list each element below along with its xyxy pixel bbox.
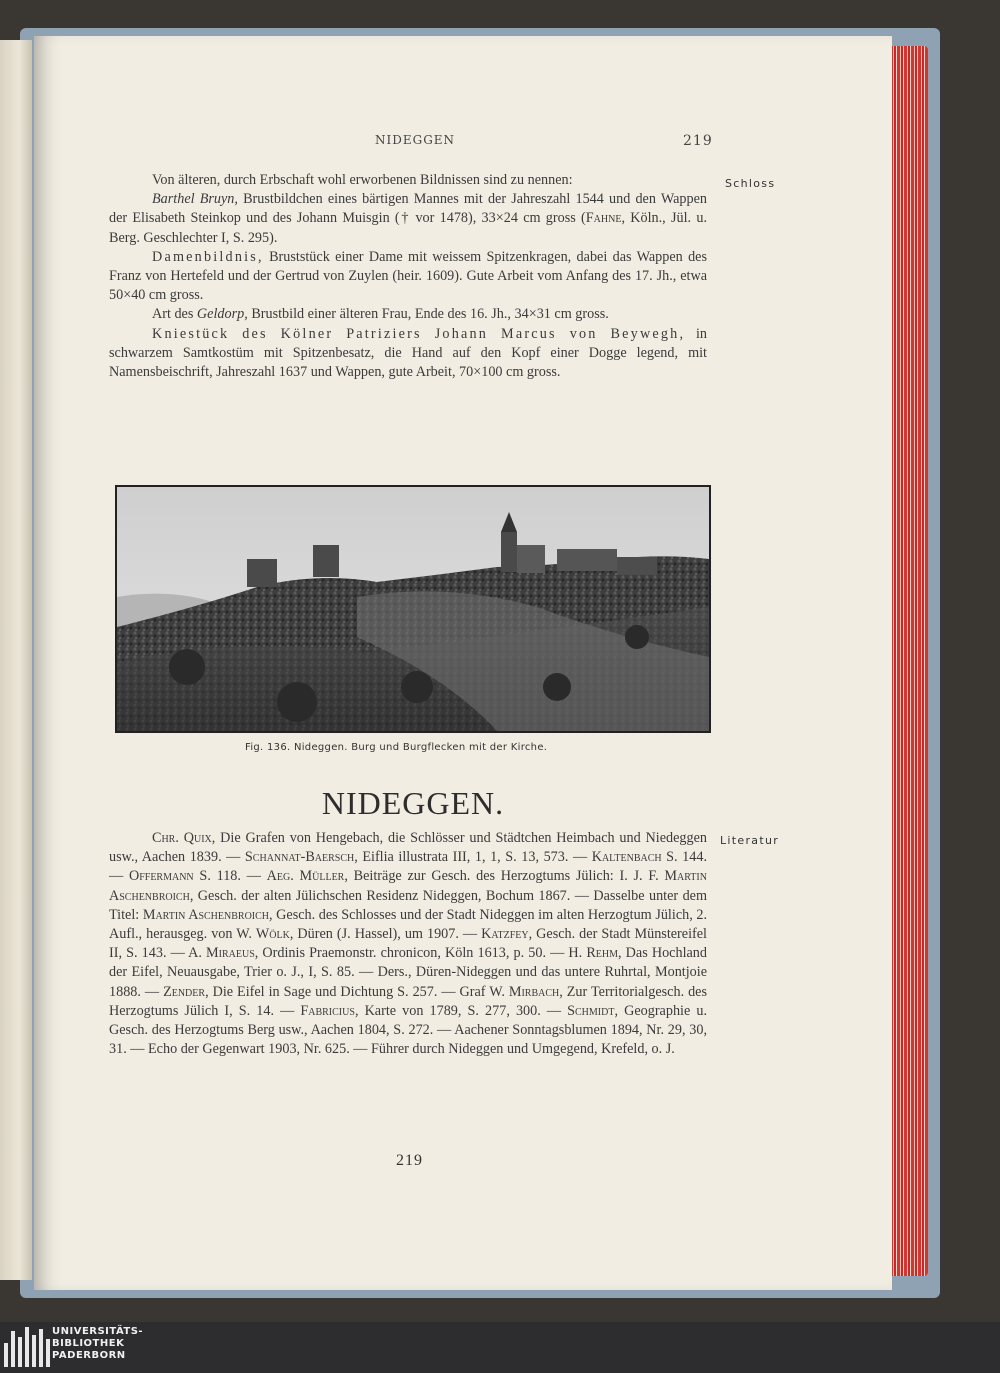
- castle-landscape-photo: [117, 487, 709, 731]
- paragraph: Damenbildnis, Bruststück einer Dame mit weissem Spitzenkragen, dabei das Wappen des Franz von Hertefeld und der Gertrud von Zuylen (heir. 1609). Gute Arbeit vom Anfang des 17. Jh., etwa 50×40 cm gross.: [109, 248, 707, 304]
- reference-text: , Gesch. der alten Jülichschen Residenz Nideggen, Bochum 1867. — Dasselbe unter dem Titel:: [109, 887, 707, 923]
- running-page-number: 219: [683, 133, 713, 149]
- library-footer: [0, 1322, 1000, 1373]
- running-title: NIDEGGEN: [375, 133, 456, 147]
- reference-text: , Ordinis Praemonstr. chronicon, Köln 1613, p. 50. — H.: [254, 945, 587, 962]
- section-heading: NIDEGGEN.: [321, 785, 505, 821]
- reference-text: , Eiflia illustrata III, 1, 1, S. 13, 573. —: [354, 849, 592, 866]
- author-name: Wölk: [255, 926, 290, 943]
- author-name: Katzfey: [481, 926, 529, 943]
- author-name: Aeg. Müller: [266, 868, 345, 885]
- author-name: Miraeus: [206, 945, 255, 962]
- author-name: Martin Aschenbroich: [109, 868, 707, 904]
- reference-text: , Das Hochland der Eifel, Neuausgabe, Trier o. J., I, S. 85. — Ders., Düren-Nideggen und das untere Ruhrtal, Montjoie 1888. —: [109, 945, 707, 1000]
- literature-paragraph: [109, 829, 707, 1059]
- paragraph: Art des Geldorp, Brustbild einer älteren Frau, Ende des 16. Jh., 34×31 cm gross.: [152, 306, 609, 323]
- reference-text: , Gesch. des Schlosses und der Stadt Nideggen im alten Herzogtum Jülich, 2. Aufl., herausgeg. von W.: [109, 906, 707, 943]
- margin-note-literatur: Literatur: [720, 834, 780, 847]
- reference-text: , Beiträge zur Gesch. des Herzogtums Jülich: I. J. F.: [344, 868, 665, 885]
- author-name: Mirbach: [508, 983, 560, 1000]
- margin-note-schloss: Schloss: [725, 177, 776, 190]
- paragraph: Barthel Bruyn, Brustbildchen eines bärtigen Mannes mit der Jahreszahl 1544 und den Wappen der Elisabeth Steinkop und des Johann Muisgin († vor 1478), 33×24 cm gross (Fahne, Köln., Jül. u. Berg. Geschlechter I, S. 295).: [109, 191, 708, 246]
- reference-text: , Gesch. der Stadt Münstereifel II, S. 143. — A.: [109, 926, 707, 962]
- library-logo-text: UNIVERSITÄTS- BIBLIOTHEK PADERBORN: [52, 1326, 144, 1361]
- author-name: Chr. Quix: [152, 830, 212, 846]
- artist-name: Barthel Bruyn,: [152, 191, 238, 208]
- folio-page-number: 219: [396, 1152, 423, 1169]
- left-page-edge: [0, 40, 32, 1280]
- artist-name: Geldorp,: [196, 306, 248, 323]
- figure-photograph: [115, 485, 711, 733]
- paragraph: Von älteren, durch Erbschaft wohl erworbenen Bildnissen sind zu nennen:: [152, 172, 573, 188]
- figure-caption: Fig. 136. Nideggen. Burg und Burgflecken mit der Kirche.: [245, 742, 548, 753]
- author-name: Martin Aschenbroich: [142, 906, 270, 923]
- author-name: Rehm: [586, 945, 618, 962]
- reference-text: S. 144. —: [109, 849, 707, 885]
- reference-text: , Düren (J. Hassel), um 1907. —: [289, 926, 482, 943]
- author-name: Kaltenbach: [591, 849, 662, 866]
- reference-text: , Zur Territorialgesch. des Herzogtums Jülich I, S. 14. —: [109, 983, 708, 1019]
- reference-text: , Geographie u. Gesch. des Herzogtums Berg usw., Aachen 1804, S. 272. — Aachener Sonntagsblumen 1894, Nr. 29, 30, 31. — Echo der Gegenwart 1903, Nr. 625. — Führer durch Nideggen und Umgegend, Krefeld, o. J.: [109, 1002, 707, 1058]
- author-name: Zender: [163, 983, 206, 1000]
- author-name: Offermann: [128, 868, 194, 885]
- reference-text: , Die Grafen von Hengebach, die Schlösser und Städtchen Heimbach und Niedeggen usw., Aachen 1839. —: [109, 830, 708, 866]
- reference-text: S. 118. —: [193, 868, 267, 885]
- paragraph: Kniestück des Kölner Patriziers Johann Marcus von Beywegh, in schwarzem Samtkostüm mit Spitzenbesatz, die Hand auf den Kopf einer Dogge legend, mit Namensbeischrift, Jahreszahl 1637 und Wappen, gute Arbeit, 70×100 cm gross.: [109, 325, 707, 381]
- library-logo-icon: [4, 1327, 50, 1367]
- author-name: Fabricius: [300, 1002, 355, 1019]
- author-name: Schannat-Baersch: [244, 849, 355, 866]
- reference-text: , Karte von 1789, S. 277, 300. —: [354, 1002, 568, 1019]
- portraits-section: [109, 171, 707, 382]
- author-name: Schmidt: [567, 1002, 615, 1019]
- literature-text: [109, 829, 707, 1059]
- reference-text: , Die Eifel in Sage und Dichtung S. 257. — Graf W.: [205, 983, 509, 1000]
